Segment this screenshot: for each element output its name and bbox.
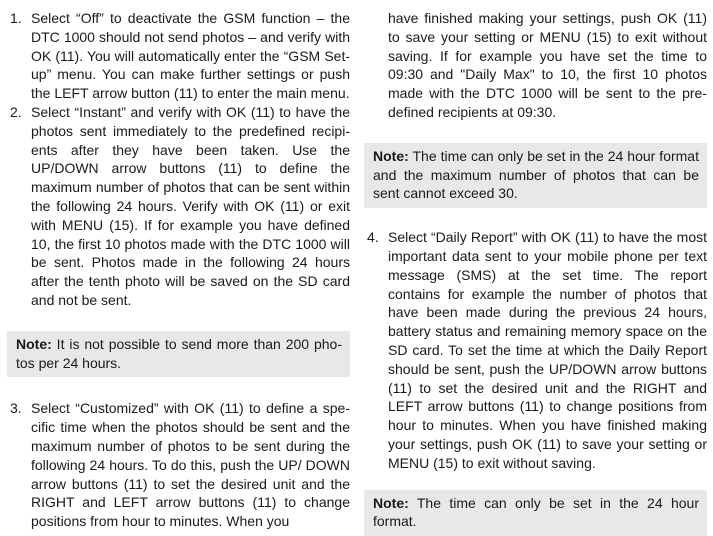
note-text: It is not possible to send more than 200 photos per 24 hours. xyxy=(16,335,342,371)
list-item-text: Select “Daily Report” with OK (11) to have the most important data sent to your mobile phone per text message (SMS) at the set time. The report contains for example the number of photos that have been made during the previous 24 hours, battery status and remaining memory space on the SD card. To set the time at which the Daily Report should be sent, push the UP/DOWN arrow buttons (11) to set the desired unit and the RIGHT and LEFT arrow buttons (11) to change positions from hour to minutes. When you have finished making your settings, push OK (11) to save your setting or MENU (15) to exit without saving. xyxy=(388,229,707,471)
list-item-3-continued: have finished making your settings, push OK (11) to save your setting or MENU (15) to exit without saving. If for example you have set the time to 09:30 and "Daily Max" to 10, the first 10 photos made with the DTC 1000 will be sent to the predefined recipients at 09:30. xyxy=(388,10,707,120)
note-box-2 xyxy=(364,143,707,208)
list-item-number: 2. xyxy=(10,103,22,120)
list-item-1 xyxy=(7,9,350,103)
note-label: Note: xyxy=(373,147,409,164)
note-text: The time can only be set in the 24 hour format. xyxy=(373,494,699,530)
list-item-number: 4. xyxy=(367,229,379,246)
list-item-number: 1. xyxy=(10,10,22,26)
right-column xyxy=(364,0,707,536)
note-label: Note: xyxy=(373,494,409,511)
note-label: Note: xyxy=(16,335,52,352)
list-item-4 xyxy=(364,228,707,472)
list-item-text: Select “Off” to deactivate the GSM function – the DTC 1000 should not send photos – and verify with OK (11). You will automatically enter the “GSM Setup” menu. You can make further settings or push the LEFT arrow button (11) to enter the main menu. xyxy=(31,10,350,102)
list-item-text: Select “Instant” and verify with OK (11) to have the photos sent immediately to the predefined recipients after they have been taken. Use the UP/DOWN arrow buttons (11) to define the maximum number of photos that can be sent within the following 24 hours. Verify with OK (11) or exit with MENU (15). If for example you have defined 10, the first 10 photos made with the DTC 1000 will be sent. Photos made in the following 24 hours after the tenth photo will be saved on the SD card and not be sent. xyxy=(31,103,350,308)
list-item-number: 3. xyxy=(10,400,22,417)
note-box-3 xyxy=(364,490,707,536)
list-item-text: Select “Customized” with OK (11) to define a specific time when the photos should be sent and the maximum number of photos to be sent during the following 24 hours. To do this, push the UP/ DOWN arrow buttons (11) to set the desired unit and the RIGHT and LEFT arrow buttons (11) to change positions from hour to minutes. When you xyxy=(31,400,350,530)
list-item-3 xyxy=(7,399,350,531)
left-column xyxy=(7,0,350,531)
list-item-2 xyxy=(7,103,350,310)
note-box-1 xyxy=(7,331,350,378)
note-text: The time can only be set in the 24 hour format and the maximum number of photos that can be sent cannot exceed 30. xyxy=(373,147,699,202)
